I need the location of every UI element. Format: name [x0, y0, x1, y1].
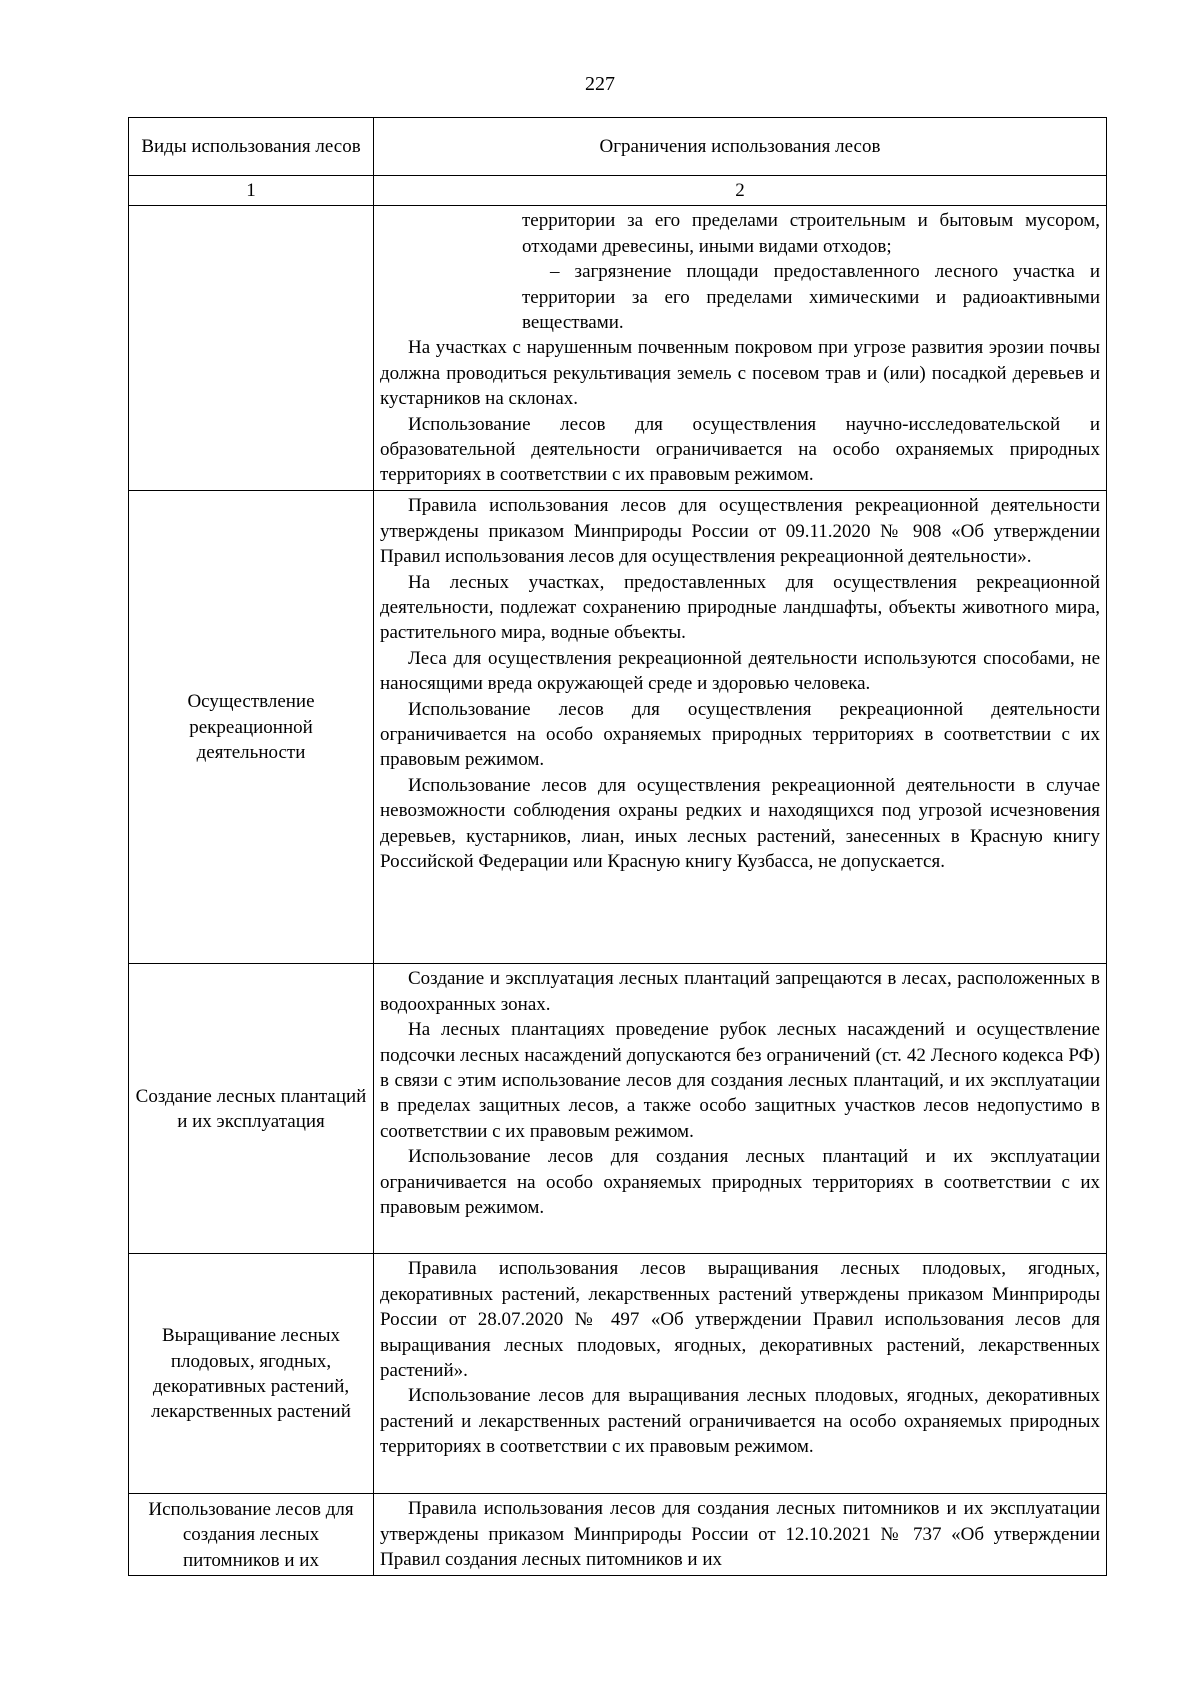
column-number-row [129, 176, 1107, 206]
paragraph: территории за его пределами строительным и бытовым мусором, отходами древесины, иными видами отходов; [522, 210, 1100, 257]
paragraph: Правила использования лесов выращивания лесных плодовых, ягодных, декоративных растений, лекарственных растений утверждены приказом Минприроды России от 28.07.2020 № 497 «Об утверждении Правил использования лесов для выращивания лесных плодовых, ягодных, декоративных растений, лекарственных растений». [380, 1258, 1100, 1382]
table-row [129, 491, 1107, 964]
page-number: 227 [585, 73, 615, 95]
use-kind-cell [129, 206, 374, 491]
table-row [129, 206, 1107, 491]
paragraph: Правила использования лесов для создания лесных питомников и их эксплуатации утверждены приказом Минприроды России от 12.10.2021 № 737 «Об утверждении Правил создания лесных питомников и их [380, 1498, 1100, 1571]
paragraph: На лесных участках, предоставленных для осуществления рекреационной деятельности, подлежат сохранению природные ландшафты, объекты животного мира, растительного мира, водные объекты. [380, 571, 1100, 644]
paragraph: Использование лесов для выращивания лесных плодовых, ягодных, декоративных растений и лекарственных растений ограничивается на особо охраняемых природных территориях в соответствии с их правовым режимом. [380, 1385, 1100, 1458]
use-kind-cell: Создание лесных плантаций и их эксплуатация [129, 964, 374, 1254]
paragraph: На лесных плантациях проведение рубок лесных насаждений и осуществление подсочки лесных насаждений допускаются без ограничений (ст. 42 Лесного кодекса РФ) в связи с этим использование лесов для создания лесных плантаций, и их эксплуатации в пределах защитных лесов, а также особо защитных участков лесов недопустимо в соответствии с их правовым режимом. [380, 1019, 1100, 1142]
paragraph: – загрязнение площади предоставленного лесного участка и территории за его пределами химическими и радиоактивными веществами. [522, 261, 1100, 334]
restrictions-cell [374, 964, 1107, 1254]
table-row [129, 1494, 1107, 1576]
paragraph: Правила использования лесов для осуществления рекреационной деятельности утверждены приказом Минприроды России от 09.11.2020 № 908 «Об утверждении Правил использования лесов для осуществления рекреационной деятельности». [380, 495, 1100, 568]
restrictions-cell [374, 1254, 1107, 1494]
use-kind-cell: Осуществление рекреационной деятельности [129, 491, 374, 964]
header-cell-kinds: Виды использования лесов [129, 118, 374, 176]
paragraph: Леса для осуществления рекреационной деятельности используются способами, не наносящими вреда окружающей среде и здоровью человека. [380, 647, 1100, 695]
use-kind-cell: Выращивание лесных плодовых, ягодных, декоративных растений, лекарственных растений [129, 1254, 374, 1494]
restrictions-cell [374, 206, 1107, 491]
restrictions-cell [374, 491, 1107, 964]
paragraph: Использование лесов для осуществления рекреационной деятельности в случае невозможности соблюдения охраны редких и находящихся под угрозой исчезновения деревьев, кустарников, лиан, иных лесных растений, занесенных в Красную книгу Российской Федерации или Красную книгу Кузбасса, не допускается. [380, 774, 1100, 873]
column-number-1: 1 [129, 176, 374, 206]
restrictions-cell [374, 1494, 1107, 1576]
table-header-row [129, 118, 1107, 176]
use-kind-cell: Использование лесов для создания лесных питомников и их [129, 1494, 374, 1576]
paragraph: Создание и эксплуатация лесных плантаций запрещаются в лесах, расположенных в водоохранных зонах. [380, 968, 1100, 1015]
table-row [129, 964, 1107, 1254]
paragraph: Использование лесов для осуществления рекреационной деятельности ограничивается на особо охраняемых природных территориях в соответствии с их правовым режимом. [380, 698, 1100, 771]
header-cell-restrictions: Ограничения использования лесов [374, 118, 1107, 176]
paragraph: Использование лесов для осуществления научно-исследовательской и образовательной деятельности ограничивается на особо охраняемых природных территориях в соответствии с их правовым режимом. [380, 413, 1100, 486]
paragraph: На участках с нарушенным почвенным покровом при угрозе развития эрозии почвы должна проводиться рекультивация земель с посевом трав и (или) посадкой деревьев и кустарников на склонах. [380, 337, 1100, 410]
column-number-2: 2 [374, 176, 1107, 206]
table-row [129, 1254, 1107, 1494]
forest-use-restrictions-table [128, 117, 1107, 1576]
paragraph: Использование лесов для создания лесных плантаций и их эксплуатации ограничивается на особо охраняемых природных территориях в соответствии с их правовым режимом. [380, 1146, 1100, 1219]
